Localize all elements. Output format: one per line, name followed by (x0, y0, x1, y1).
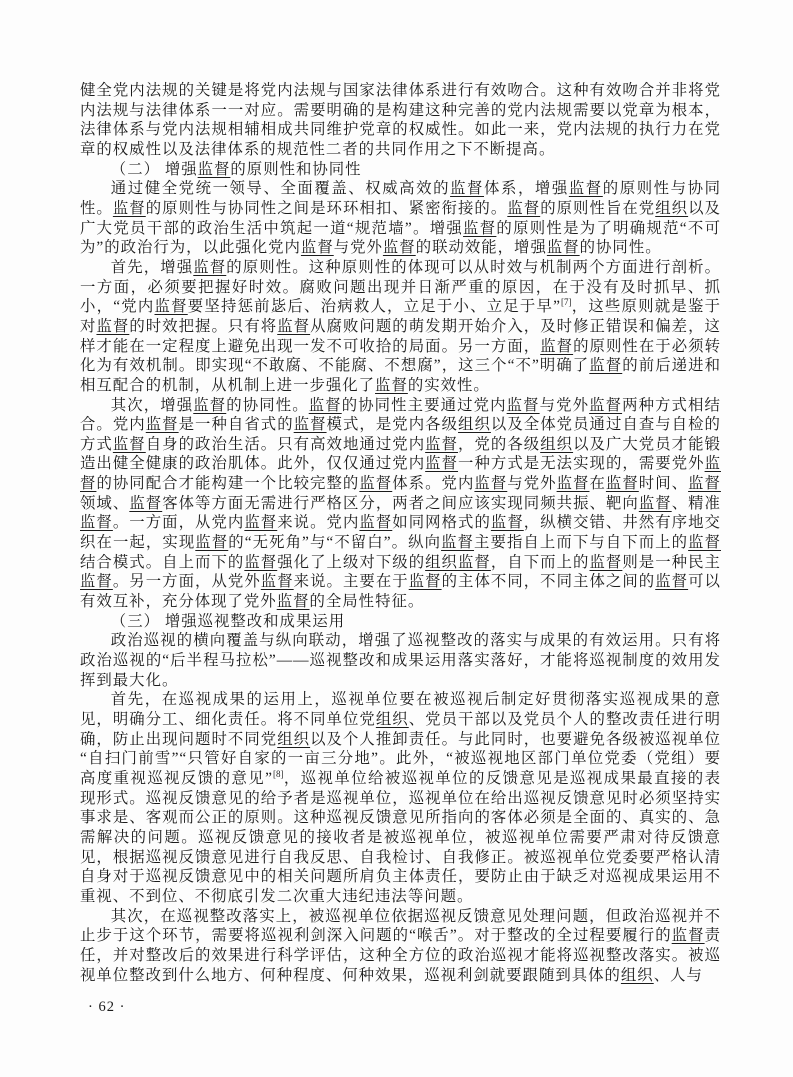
page-number: · 62 · (88, 999, 126, 1015)
section-heading: （二） 增强监督的原则性和协同性 (110, 160, 362, 178)
section-heading: （三） 增强巡视整改和成果运用 (110, 612, 346, 630)
footnote-ref: [8] (272, 768, 284, 779)
footnote-ref: [7] (560, 297, 572, 308)
paragraph: 政治巡视的横向覆盖与纵向联动，增强了巡视整改的落实与成果的有效运用。只有将政治巡视的“后半程马拉松”——巡视整改和成果运用落实落好，才能将巡视制度的效用发挥到最大化。 (80, 632, 721, 689)
paragraph: 首先，增强监督的原则性。这种原则性的体现可以从时效与机制两个方面进行剖析。一方面，必须要把握好时效。腐败问题出现并日渐严重的原因，在于没有及时抓早、抓小，“党内监督要坚持惩前毖后、治病救人，立足于小、立足于早”[7]，这些原则就是鉴于对监督的时效把握。只有将监督从腐败问题的萌发期开始介入，及时修正错误和偏差，这样才能在一定程度上避免出现一发不可收拾的局面。另一方面，监督的原则性在于必须转化为有效机制。即实现“不敢腐、不能腐、不想腐”，这三个“不”明确了监督的前后递进和相互配合的机制，从机制上进一步强化了监督的实效性。 (80, 258, 721, 394)
paragraph: 其次，增强监督的协同性。监督的协同性主要通过党内监督与党外监督两种方式相结合。党内监督是一种自省式的监督模式，是党内各级组织以及全体党员通过自查与自检的方式监督自身的政治生活。只有高效地通过党内监督，党的各级组织以及广大党员才能锻造出健全健康的政治肌体。此外，仅仅通过党内监督一种方式是无法实现的，需要党外监督的协同配合才能构建一个比较完整的监督体系。党内监督与党外监督在监督时间、监督领域、监督客体等方面无需进行严格区分，两者之间应该实现同频共振、靶向监督、精准监督。一方面，从党内监督来说。党内监督如同网格式的监督，纵横交错、井然有序地交织在一起，实现监督的“无死角”与“不留白”。纵向监督主要指自上而下与自下而上的监督结合模式。自上而下的监督强化了上级对下级的组织监督，自下而上的监督则是一种民主监督。另一方面，从党外监督来说。主要在于监督的主体不同，不同主体之间的监督可以有效互补，充分体现了党外监督的全局性特征。 (80, 396, 721, 611)
paragraph: 健全党内法规的关键是将党内法规与国家法律体系进行有效吻合。这种有效吻合并非将党内法规与法律体系一一对应。需要明确的是构建这种完善的党内法规需要以党章为根本，法律体系与党内法规相辅相成共同维护党章的权威性。如此一来，党内法规的执行力在党章的权威性以及法律体系的规范性二者的共同作用之下不断提高。 (80, 82, 721, 158)
paragraph: 首先，在巡视成果的运用上，巡视单位要在被巡视后制定好贯彻落实巡视成果的意见，明确分工、细化责任。将不同单位党组织、党员干部以及党员个人的整改责任进行明确，防止出现问题时不同党组织以及个人推卸责任。与此同时，也要避免各级被巡视单位“自扫门前雪”“只管好自家的一亩三分地”。此外，“被巡视地区部门单位党委（党组）要高度重视巡视反馈的意见”[8]，巡视单位给被巡视单位的反馈意见是巡视成果最直接的表现形式。巡视反馈意见的给予者是巡视单位，巡视单位在给出巡视反馈意见时必须坚持实事求是、客观而公正的原则。这种巡视反馈意见所指向的客体必须是全面的、真实的、急需解决的问题。巡视反馈意见的接收者是被巡视单位，被巡视单位需要严肃对待反馈意见，根据巡视反馈意见进行自我反思、自我检讨、自我修正。被巡视单位党委要严格认清自身对于巡视反馈意见中的相关问题所肩负主体责任，要防止由于缺乏对巡视成果运用不重视、不到位、不彻底引发二次重大违纪违法等问题。 (80, 691, 721, 905)
document-body (80, 81, 721, 985)
paragraph: 通过健全党统一领导、全面覆盖、权威高效的监督体系，增强监督的原则性与协同性。监督的原则性与协同性之间是环环相扣、紧密衔接的。监督的原则性旨在党组织以及广大党员干部的政治生活中筑起一道“规范墙”。增强监督的原则性是为了明确规范“不可为”的政治行为，以此强化党内监督与党外监督的联动效能，增强监督的协同性。 (80, 180, 721, 257)
paragraph: 其次，在巡视整改落实上，被巡视单位依据巡视反馈意见处理问题，但政治巡视并不止步于这个环节，需要将巡视利剑深入问题的“喉舌”。对于整改的全过程要履行的监督责任，并对整改后的效果进行科学评估，这种全方位的政治巡视才能将巡视整改落实。被巡视单位整改到什么地方、何种程度、何种效果，巡视利剑就要跟随到具体的组织、人与 (80, 907, 721, 984)
